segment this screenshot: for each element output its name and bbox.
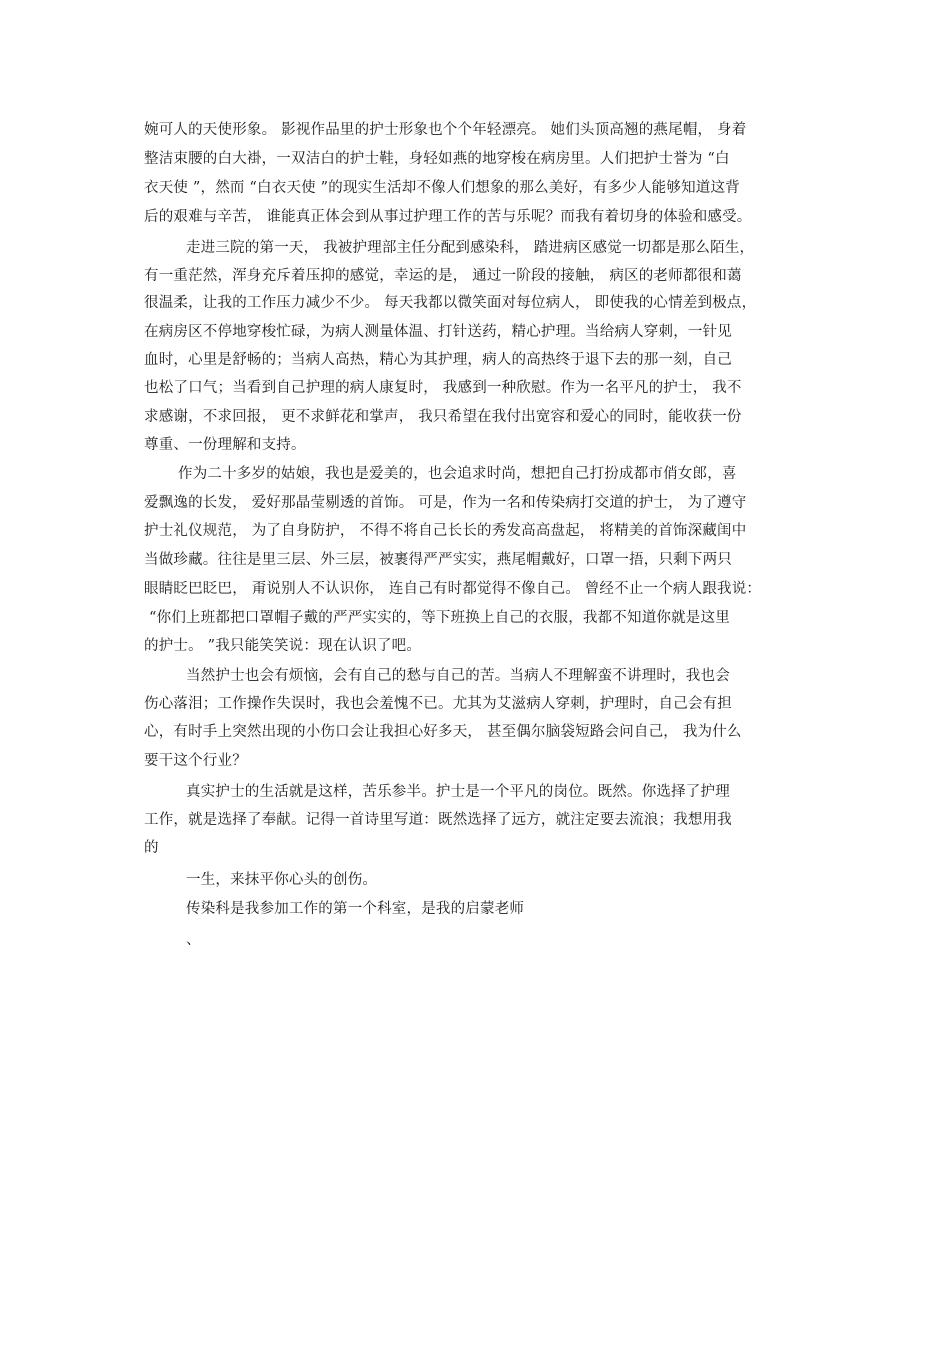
text-line: 心，有时手上突然出现的小伤口会让我担心好多天， 甚至偶尔脑袋短路会问自己， 我为什么 (144, 724, 742, 740)
text-line: 求感谢，不求回报， 更不求鲜花和掌声， 我只希望在我付出宽容和爱心的同时，能收获一份 (144, 409, 742, 425)
text-line: 婉可人的天使形象。 影视作品里的护士形象也个个年轻漂亮。 她们头顶高翘的燕尾帽， 身着 (144, 122, 747, 138)
text-line: 衣天使 ”，然而 “白衣天使 ”的现实生活却不像人们想象的那么美好，有多少人能够知道这背 (144, 180, 740, 196)
text-line: 的护士。 ”我只能笑笑说：现在认识了吧。 (144, 638, 422, 654)
text-line: 的 (144, 840, 159, 856)
text-line: 眼睛眨巴眨巴， 甭说别人不认识你， 连自己有时都觉得不像自己。 曾经不止一个病人跟我说： (144, 581, 762, 597)
text-line: 有一重茫然，浑身充斥着压抑的感觉，幸运的是， 通过一阶段的接触， 病区的老师都很和蔼 (144, 268, 742, 284)
text-line: 当做珍藏。往往是里三层、外三层，被裹得严严实实，燕尾帽戴好，口罩一捂，只剩下两只 (144, 552, 732, 568)
text-line: 后的艰难与辛苦， 谁能真正体会到从事过护理工作的苦与乐呢？而我有着切身的体验和感受。 (144, 209, 752, 225)
text-line: 要干这个行业？ (144, 753, 247, 769)
text-line: 很温柔，让我的工作压力减少不少。 每天我都以微笑面对每位病人， 即使我的心情差到极点， (144, 295, 757, 311)
text-line: 伤心落泪；工作操作失误时，我也会羞愧不已。尤其为艾滋病人穿刺，护理时，自己会有担 (144, 696, 732, 712)
text-line: 走进三院的第一天， 我被护理部主任分配到感染科， 踏进病区感觉一切都是那么陌生， (186, 240, 755, 256)
text-line: 爱飘逸的长发， 爱好那晶莹剔透的首饰。 可是，作为一名和传染病打交道的护士， 为了遵守 (144, 495, 747, 511)
text-line: 整洁束腰的白大褂，一双洁白的护士鞋，身轻如燕的地穿梭在病房里。人们把护士誉为 “白 (144, 151, 730, 167)
text-line: 也松了口气；当看到自己护理的病人康复时， 我感到一种欣慰。作为一名平凡的护士， 我不 (144, 380, 742, 396)
text-line: 作为二十多岁的姑娘，我也是爱美的，也会追求时尚，想把自己打扮成都市俏女郎，喜 (178, 466, 737, 482)
text-line: 、 (186, 932, 201, 948)
text-line: 尊重、一份理解和支持。 (144, 437, 306, 453)
text-line: 一生，来抹平你心头的创伤。 (186, 872, 378, 888)
text-line: 当然护士也会有烦恼，会有自己的愁与自己的苦。当病人不理解蛮不讲理时，我也会 (186, 668, 730, 684)
text-line: 护士礼仪规范， 为了自身防护， 不得不将自己长长的秀发高高盘起， 将精美的首饰深藏闺中 (144, 523, 747, 539)
text-line: 真实护士的生活就是这样，苦乐参半。护士是一个平凡的岗位。既然。你选择了护理 (186, 784, 730, 800)
text-line: 在病房区不停地穿梭忙碌，为病人测量体温、打针送药，精心护理。当给病人穿刺，一针见 (144, 324, 732, 340)
text-line: 传染科是我参加工作的第一个科室，是我的启蒙老师 (186, 901, 525, 917)
text-line: 工作，就是选择了奉献。记得一首诗里写道：既然选择了远方，就注定要去流浪；我想用我 (144, 812, 732, 828)
text-line: “你们上班都把口罩帽子戴的严严实实的，等下班换上自己的衣服，我都不知道你就是这里 (149, 610, 730, 626)
text-line: 血时，心里是舒畅的；当病人高热，精心为其护理，病人的高热终于退下去的那一刻，自己 (144, 352, 732, 368)
